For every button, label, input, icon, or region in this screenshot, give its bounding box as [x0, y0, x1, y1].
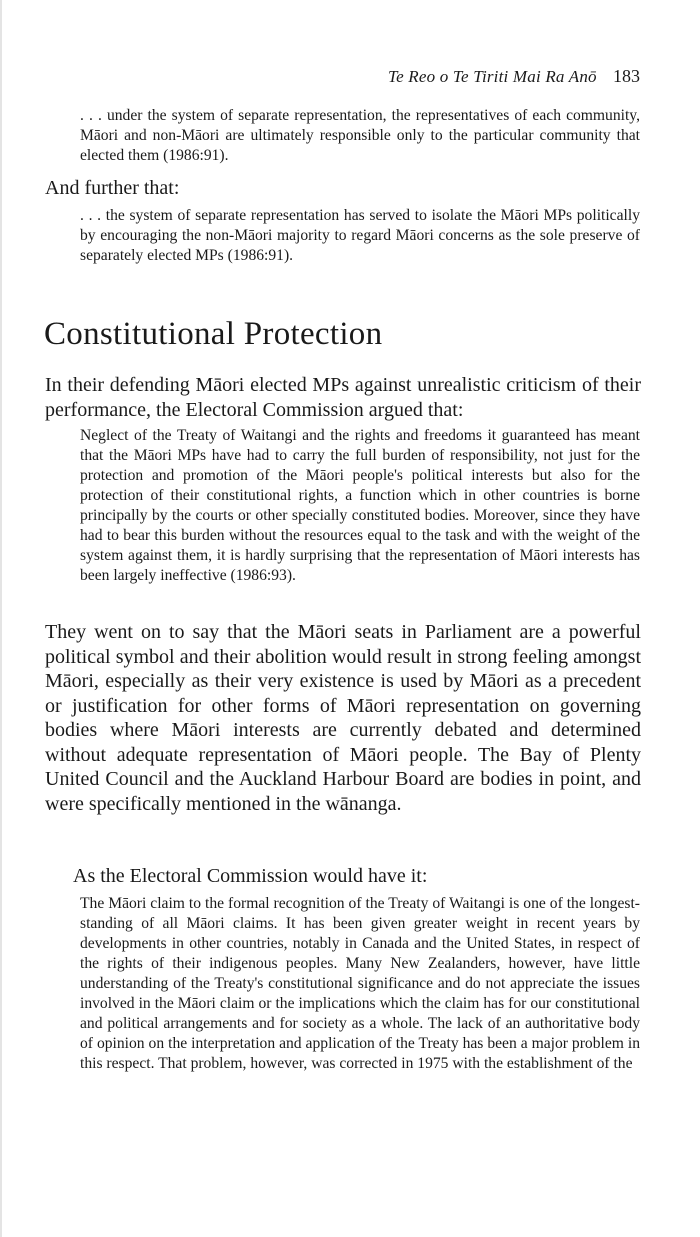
- block-quote-2: . . . the system of separate representation has served to isolate the Māori MPs politically by encouraging the non-Māori majority to regard Māori concerns as the sole preserve of separately elected MPs (1986:91).: [80, 207, 640, 264]
- running-header: [388, 66, 640, 87]
- paragraph-3: As the Electoral Commission would have it:: [73, 865, 428, 887]
- block-quote-3: Neglect of the Treaty of Waitangi and the rights and freedoms it guaranteed has meant that the Māori MPs have had to carry the full burden of responsibility, not just for the protection and promotion of the Māori people's political interests but also for the protection of their constitutional rights, a function which in other countries is borne principally by the courts or other specially constituted bodies. Moreover, since they have had to bear this burden without the resources equal to the task and with the weight of the system against them, it is hardly surprising that the representation of Māori interests has been largely ineffective (1986:93).: [80, 427, 640, 584]
- block-quote-4: The Māori claim to the formal recognition of the Treaty of Waitangi is one of the longest-standing of all Māori claims. It has been given greater weight in recent years by developments in other countries, notably in Canada and the United States, in respect of the rights of their indigenous peoples. Many New Zealanders, however, have little understanding of the Treaty's constitutional significance and do not appreciate the issues involved in the Māori claim or the implications which the claim has for our constitutional and political arrangements and for society as a whole. The lack of an authoritative body of opinion on the interpretation and application of the Treaty has been a major problem in this respect. That problem, however, was corrected in 1975 with the establishment of the: [80, 895, 640, 1072]
- paragraph-2: They went on to say that the Māori seats in Parliament are a powerful political symbol and their abolition would result in strong feeling amongst Māori, especially as their very existence is used by Māori as a precedent or justification for other forms of Māori representation on governing bodies where Māori interests are currently debated and determined without adequate representation of Māori people. The Bay of Plenty United Council and the Auckland Harbour Board are bodies in point, and were specifically mentioned in the wānanga.: [45, 621, 641, 815]
- section-heading: Constitutional Protection: [44, 316, 383, 352]
- page-number: 183: [613, 66, 640, 86]
- transition-text-1: And further that:: [45, 177, 180, 199]
- page-edge: [0, 0, 2, 1237]
- paragraph-1: In their defending Māori elected MPs against unrealistic criticism of their performance, the Electoral Commission argued that:: [45, 374, 641, 421]
- running-title: Te Reo o Te Tiriti Mai Ra Anō: [388, 67, 597, 86]
- block-quote-1: . . . under the system of separate representation, the representatives of each community, Māori and non-Māori are ultimately responsible only to the particular community that elected them (1986:91).: [80, 107, 640, 164]
